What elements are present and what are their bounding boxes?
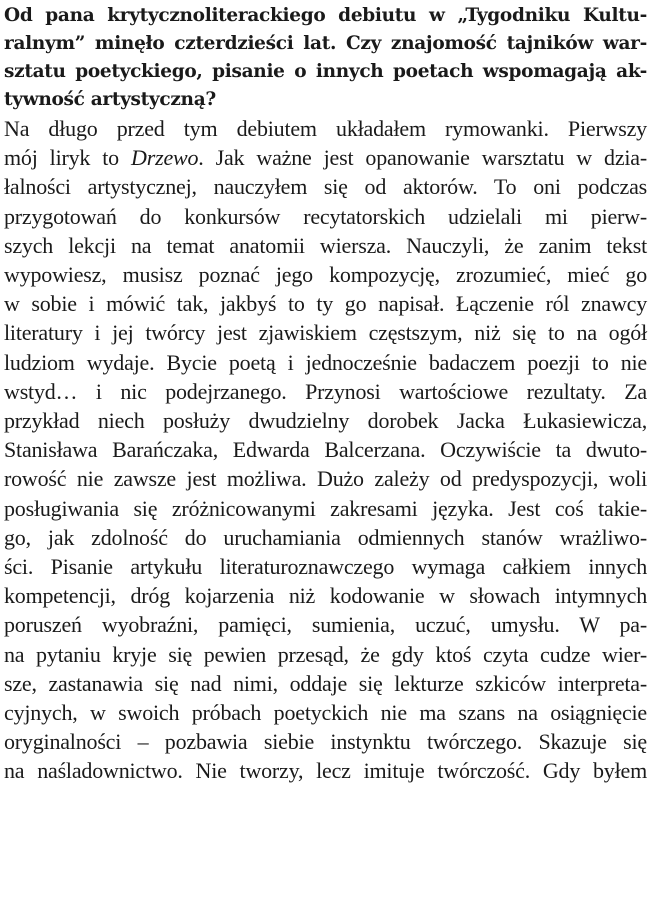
answer-line: na naśladownictwo. Nie tworzy, lecz imituje twórczość. Gdy byłem xyxy=(4,758,647,784)
answer-line: w sobie i mówić tak, jakbyś to ty go napisał. Łączenie ról znawcy xyxy=(4,291,647,317)
question-line: Od pana krytycznoliterackiego debiutu w „Tygodniku Kultu- xyxy=(4,5,647,26)
question-line: ralnym” minęło czterdzieści lat. Czy znajomość tajników war- xyxy=(4,33,647,54)
answer-line: Na długo przed tym debiutem układałem rymowanki. Pierwszy xyxy=(4,116,647,141)
answer-line: ludziom wydaje. Bycie poetą i jednocześnie badaczem poezji to nie xyxy=(4,349,647,375)
answer-line: szych lekcji na temat anatomii wiersza. Nauczyli, że zanim tekst xyxy=(4,232,647,258)
book-title-italic: Drzewo xyxy=(131,145,199,171)
interview-answer xyxy=(4,114,647,786)
answer-line: poruszeń wyobraźni, pamięci, sumienia, uczuć, umysłu. W pa- xyxy=(4,612,647,638)
answer-line-start: mój liryk to Drzewo. Jak ważne jest opanowanie warsztatu w dzia- xyxy=(4,145,647,171)
answer-line: go, jak zdolność do uruchamiania odmiennych stanów wrażliwo- xyxy=(4,524,647,550)
document-page xyxy=(4,0,647,786)
answer-line: łalności artystycznej, nauczyłem się od aktorów. To oni podczas xyxy=(4,174,647,200)
answer-line: wypowiesz, musisz poznać jego kompozycję, zrozumieć, mieć go xyxy=(4,262,647,288)
answer-line: wstyd… i nic podejrzanego. Przynosi wartościowe rezultaty. Za xyxy=(4,378,647,404)
answer-line: posługiwania się zróżnicowanymi zakresami języka. Jest coś takie- xyxy=(4,495,647,521)
answer-line: przygotowań do konkursów recytatorskich udzielali mi pierw- xyxy=(4,203,647,229)
answer-line xyxy=(4,143,647,172)
question-line: sztatu poetyckiego, pisanie o innych poetach wspomagają ak- xyxy=(4,61,647,82)
answer-line: Stanisława Barańczaka, Edwarda Balcerzana. Oczywiście ta dwuto- xyxy=(4,437,647,463)
answer-line: literatury i jej twórcy jest zjawiskiem częstszym, niż się to na ogół xyxy=(4,320,647,346)
answer-line: rowość nie zawsze jest możliwa. Dużo zależy od predyspozycji, woli xyxy=(4,466,647,492)
answer-line: przykład niech posłuży dwudzielny dorobek Jacka Łukasiewicza, xyxy=(4,408,647,434)
answer-line: cyjnych, w swoich próbach poetyckich nie ma szans na osiągnięcie xyxy=(4,700,647,726)
answer-line: oryginalności – pozbawia siebie instynktu twórczego. Skazuje się xyxy=(4,729,647,755)
question-line: tywność artystyczną? xyxy=(4,89,216,110)
answer-line: ści. Pisanie artykułu literaturoznawczego wymaga całkiem innych xyxy=(4,554,647,580)
answer-line: na pytaniu kryje się pewien przesąd, że gdy ktoś czyta cudze wier- xyxy=(4,641,647,667)
answer-line: kompetencji, dróg kojarzenia niż kodowanie w słowach intymnych xyxy=(4,583,647,609)
answer-line: sze, zastanawia się nad nimi, oddaje się lekturze szkiców interpreta- xyxy=(4,670,647,696)
interview-question xyxy=(4,0,647,114)
